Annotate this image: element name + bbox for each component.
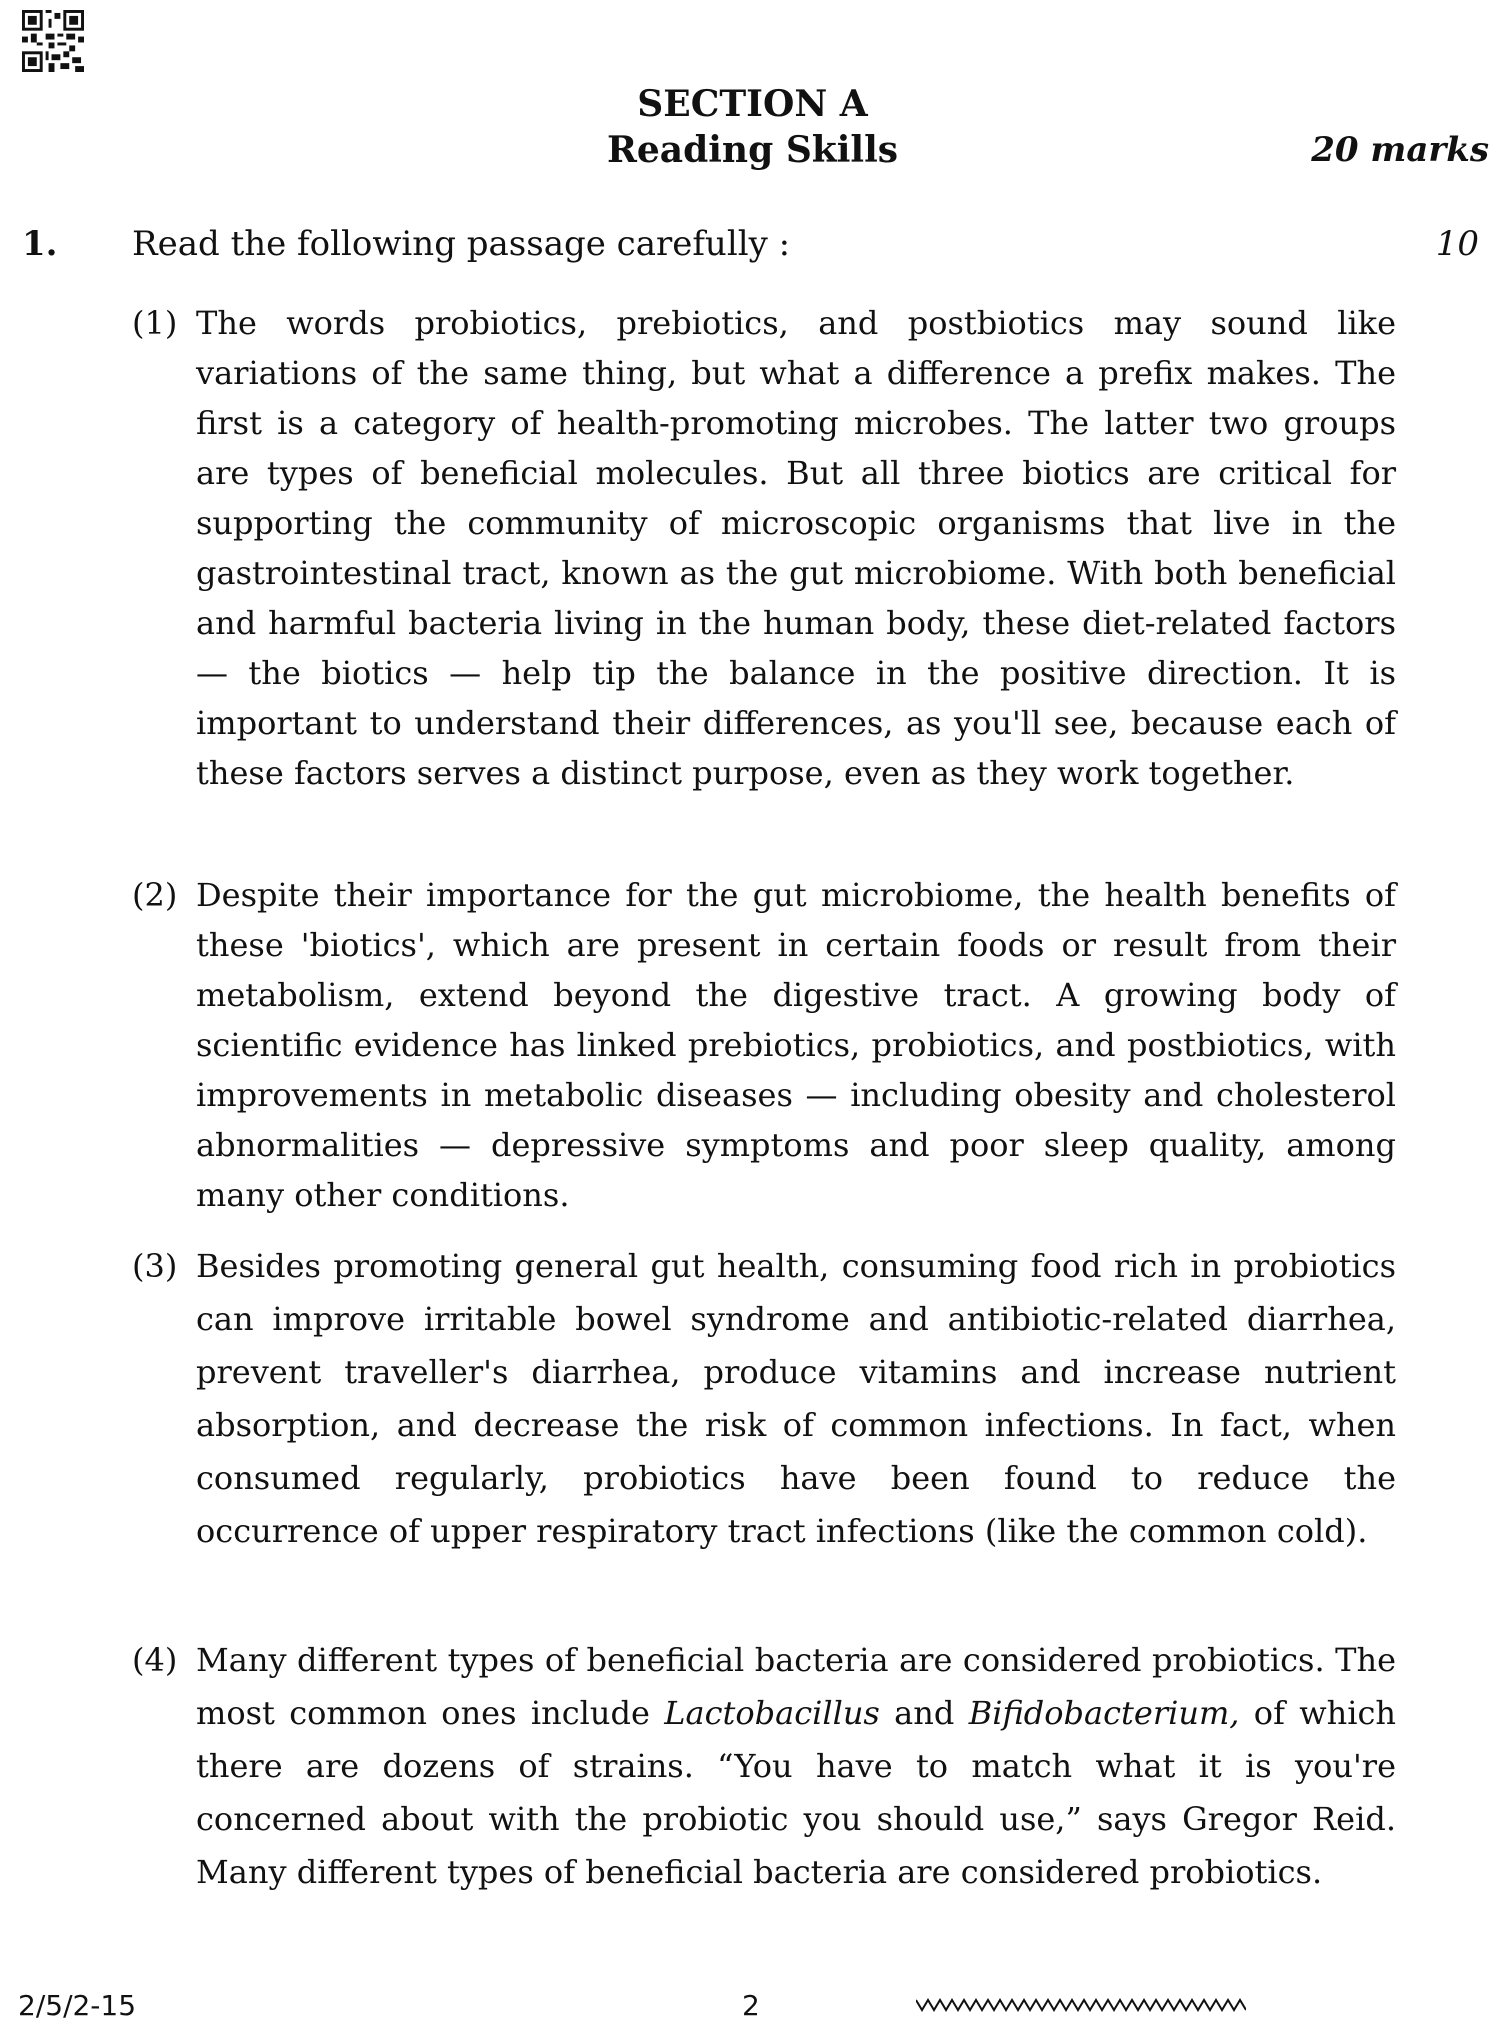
- text-run: Many different types of beneficial bacteria are considered probiotics. The most common ones include: [196, 1641, 1396, 1732]
- paragraph-text: Besides promoting general gut health, consuming food rich in probiotics can improve irritable bowel syndrome and antibiotic-related diarrhea, prevent traveller's diarrhea, produce vitamins and increase nutrient absorption, and decrease the risk of common infections. In fact, when consumed regularly, probiotics have been found to reduce the occurrence of upper respiratory tract infections (like the common cold).: [196, 1247, 1396, 1550]
- paragraph-text: Despite their importance for the gut microbiome, the health benefits of these 'biotics', which are present in certain foods or result from their metabolism, extend beyond the digestive tract. A growing body of scientific evidence has linked prebiotics, probiotics, and postbiotics, with improvements in metabolic diseases — including obesity and cholesterol abnormalities — depressive symptoms and poor sleep quality, among many other conditions.: [196, 876, 1396, 1214]
- text-run: of which there are dozens of strains. “You have to match what it is you're concerned about with the probiotic you should use,” says Gregor Reid. Many different types of beneficial bacteria are considered probiotics.: [196, 1694, 1397, 1891]
- paragraph-number: (3): [132, 1247, 178, 1285]
- qr-code-icon: [22, 10, 84, 72]
- italic-term-bifidobacterium: Bifidobacterium,: [968, 1694, 1240, 1732]
- paragraph-text: [196, 1634, 1396, 1899]
- passage-paragraph-1: [132, 298, 1396, 798]
- paper-code: 2/5/2-15: [18, 1989, 137, 2022]
- section-marks: 20 marks: [1311, 130, 1489, 170]
- passage-paragraph-2: [132, 870, 1396, 1220]
- passage-paragraph-4: [132, 1634, 1396, 1899]
- wave-line-icon: [916, 1992, 1246, 2018]
- text-run: and: [879, 1694, 969, 1732]
- passage-paragraph-3: [132, 1240, 1396, 1558]
- italic-term-lactobacillus: Lactobacillus: [664, 1694, 880, 1732]
- paragraph-text: The words probiotics, prebiotics, and postbiotics may sound like variations of the same thing, but what a difference a prefix makes. The first is a category of health-promoting microbes. The latter two groups are types of beneficial molecules. But all three biotics are critical for supporting the community of microscopic organisms that live in the gastrointestinal tract, known as the gut microbiome. With both beneficial and harmful bacteria living in the human body, these diet-related factors — the biotics — help tip the balance in the positive direction. It is important to understand their differences, as you'll see, because each of these factors serves a distinct purpose, even as they work together.: [196, 304, 1396, 792]
- question-prompt: Read the following passage carefully :: [132, 224, 791, 264]
- section-subtitle: Reading Skills: [606, 129, 899, 171]
- section-title: SECTION A: [637, 83, 868, 125]
- paragraph-number: (4): [132, 1641, 178, 1679]
- paragraph-number: (2): [132, 876, 178, 914]
- question-marks: 10: [1435, 224, 1479, 264]
- question-number: 1.: [22, 224, 58, 264]
- paragraph-number: (1): [132, 304, 178, 342]
- page-number: 2: [742, 1989, 760, 2022]
